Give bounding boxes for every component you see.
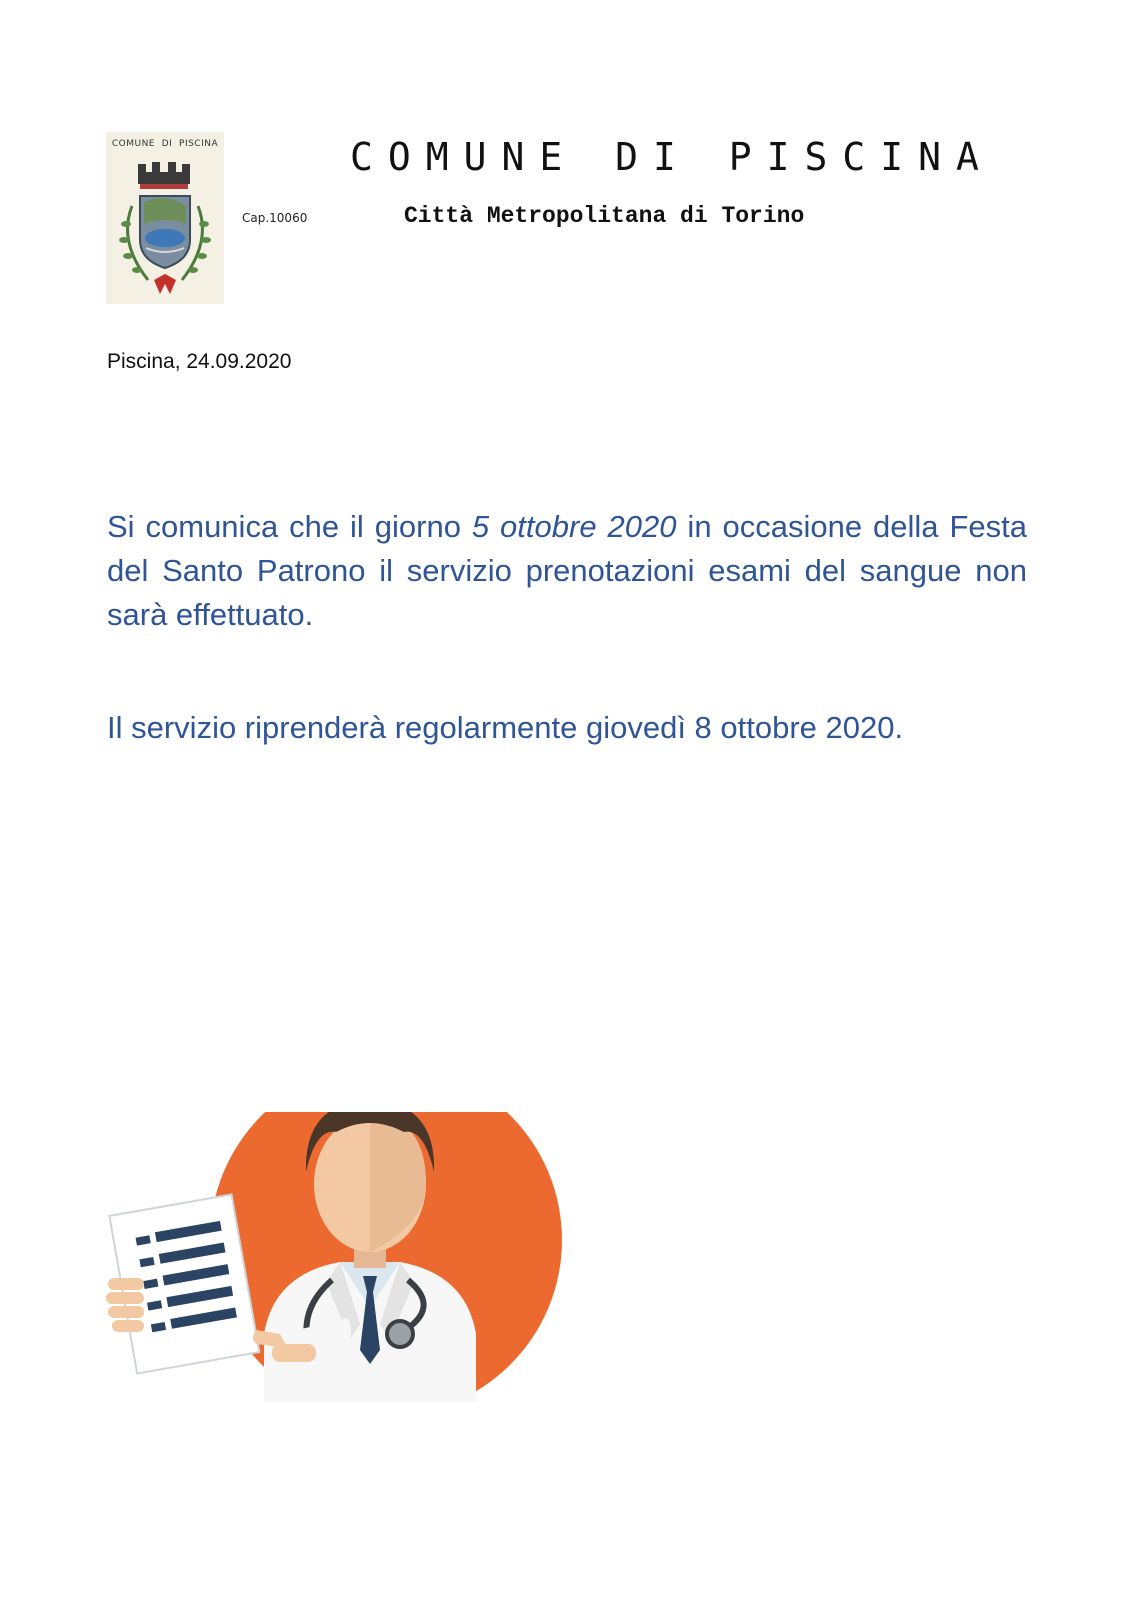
page-title: COMUNE DI PISCINA [350, 135, 994, 179]
doctor-with-clipboard-icon [104, 1112, 562, 1412]
coat-of-arms-icon [106, 132, 224, 304]
page-subtitle: Città Metropolitana di Torino [404, 203, 805, 229]
postal-code: Cap.10060 [242, 211, 308, 225]
notice-paragraph [107, 505, 1027, 637]
document-date: Piscina, 24.09.2020 [107, 350, 292, 373]
notice-date: 5 ottobre 2020 [471, 509, 677, 544]
notice-text-start: Si comunica che il giorno [107, 509, 472, 544]
notice-text-end: in occasione della Festa del Santo Patrono il servizio prenotazioni esami del sangue non sarà effettuato. [107, 509, 1027, 632]
resume-paragraph: Il servizio riprenderà regolarmente giovedì 8 ottobre 2020. [107, 710, 904, 745]
crest-caption: COMUNE DI PISCINA [111, 139, 219, 149]
